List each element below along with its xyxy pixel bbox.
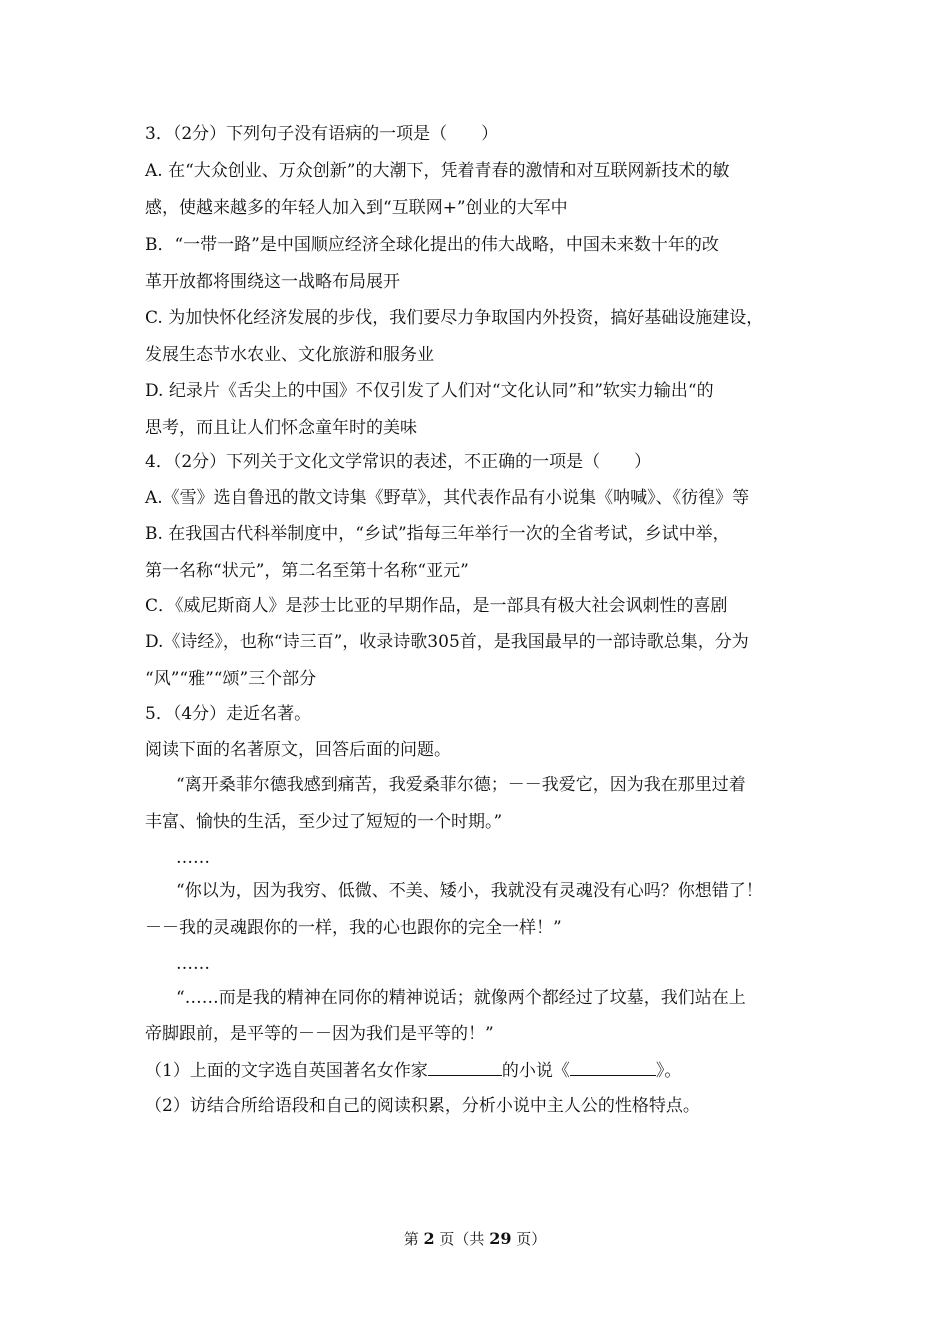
q3-option-d-line2: 思考，而且让人们怀念童年时的美味 <box>145 418 417 438</box>
footer-mid: 页（共 <box>439 1230 485 1248</box>
q3-option-b-line1: B．“一带一路”是中国顺应经济全球化提出的伟大战略，中国未来数十年的改 <box>145 235 719 255</box>
q4-option-d-line1: D.《诗经》，也称“诗三百”，收录诗歌305首，是我国最早的一部诗歌总集，分为 <box>145 632 749 652</box>
q4-stem: 4．（2分）下列关于文化文学常识的表述，不正确的一项是（ ） <box>145 452 652 472</box>
passage-paragraph-2-line1: “你以为，因为我穷、低微、不美、矮小，我就没有灵魂没有心吗？你想错了！ <box>176 881 763 901</box>
subquestion-1-text-a: （1）上面的文字选自英国著名女作家 <box>145 1061 428 1081</box>
passage-paragraph-3-line2: 帝脚跟前，是平等的－－因为我们是平等的！” <box>145 1024 494 1044</box>
q4-option-c: C．《威尼斯商人》是莎士比亚的早期作品，是一部具有极大社会讽刺性的喜剧 <box>145 596 728 616</box>
novel-title-answer-blank[interactable] <box>570 1057 656 1076</box>
footer-pre: 第 <box>403 1230 419 1248</box>
q5-subquestion-1 <box>145 1057 681 1083</box>
q3-option-b-line2: 革开放都将围绕这一战略布局展开 <box>145 272 400 292</box>
passage-paragraph-3-line1: “……而是我的精神在同你的精神说话；就像两个都经过了坟墓，我们站在上 <box>176 988 746 1008</box>
q3-option-c-line2: 发展生态节水农业、文化旅游和服务业 <box>145 345 434 365</box>
q5-intro: 阅读下面的名著原文，回答后面的问题。 <box>145 740 451 760</box>
subquestion-1-text-c: 》。 <box>655 1061 682 1081</box>
q4-option-b-line2: 第一名称“状元”，第二名至第十名称“亚元” <box>145 561 469 581</box>
q3-stem: 3．（2分）下列句子没有语病的一项是（ ） <box>145 124 499 144</box>
q5-stem: 5．（4分）走近名著。 <box>145 704 312 724</box>
passage-paragraph-1-line1: “离开桑菲尔德我感到痛苦，我爱桑菲尔德；－－我爱它，因为我在那里过着 <box>176 775 746 795</box>
q4-option-a: A.《雪》选自鲁迅的散文诗集《野草》，其代表作品有小说集《呐喊》、《彷徨》等 <box>145 488 750 508</box>
passage-paragraph-1-line2: 丰富、愉快的生活，至少过了短短的一个时期。” <box>145 812 503 832</box>
passage-ellipsis-2: …… <box>176 954 210 974</box>
q5-subquestion-2: （2）访结合所给语段和自己的阅读积累，分析小说中主人公的性格特点。 <box>145 1096 700 1116</box>
q4-option-d-line2: “风”“雅”“颂”三个部分 <box>145 669 317 689</box>
page-footer <box>0 1228 950 1249</box>
passage-paragraph-2-line2: －－我的灵魂跟你的一样，我的心也跟你的完全一样！” <box>145 918 562 938</box>
q3-option-c-line1: C. 为加快怀化经济发展的步伐，我们要尽力争取国内外投资，搞好基础设施建设， <box>145 308 764 328</box>
current-page-number: 2 <box>423 1229 435 1248</box>
q4-option-b-line1: B. 在我国古代科举制度中，“乡试”指每三年举行一次的全省考试，乡试中举， <box>145 524 730 544</box>
q3-option-a-line2: 感，使越来越多的年轻人加入到“互联网+”创业的大军中 <box>145 198 568 218</box>
q3-option-a-line1: A. 在“大众创业、万众创新”的大潮下，凭着青春的激情和对互联网新技术的敏 <box>145 161 730 181</box>
total-pages-number: 29 <box>489 1229 512 1248</box>
author-answer-blank[interactable] <box>428 1057 502 1076</box>
footer-post: 页） <box>516 1230 547 1248</box>
q3-option-d-line1: D. 纪录片《舌尖上的中国》不仅引发了人们对“文化认同”和”软实力输出“的 <box>145 381 714 401</box>
subquestion-1-text-b: 的小说《 <box>501 1061 570 1081</box>
passage-ellipsis-1: …… <box>176 848 210 868</box>
